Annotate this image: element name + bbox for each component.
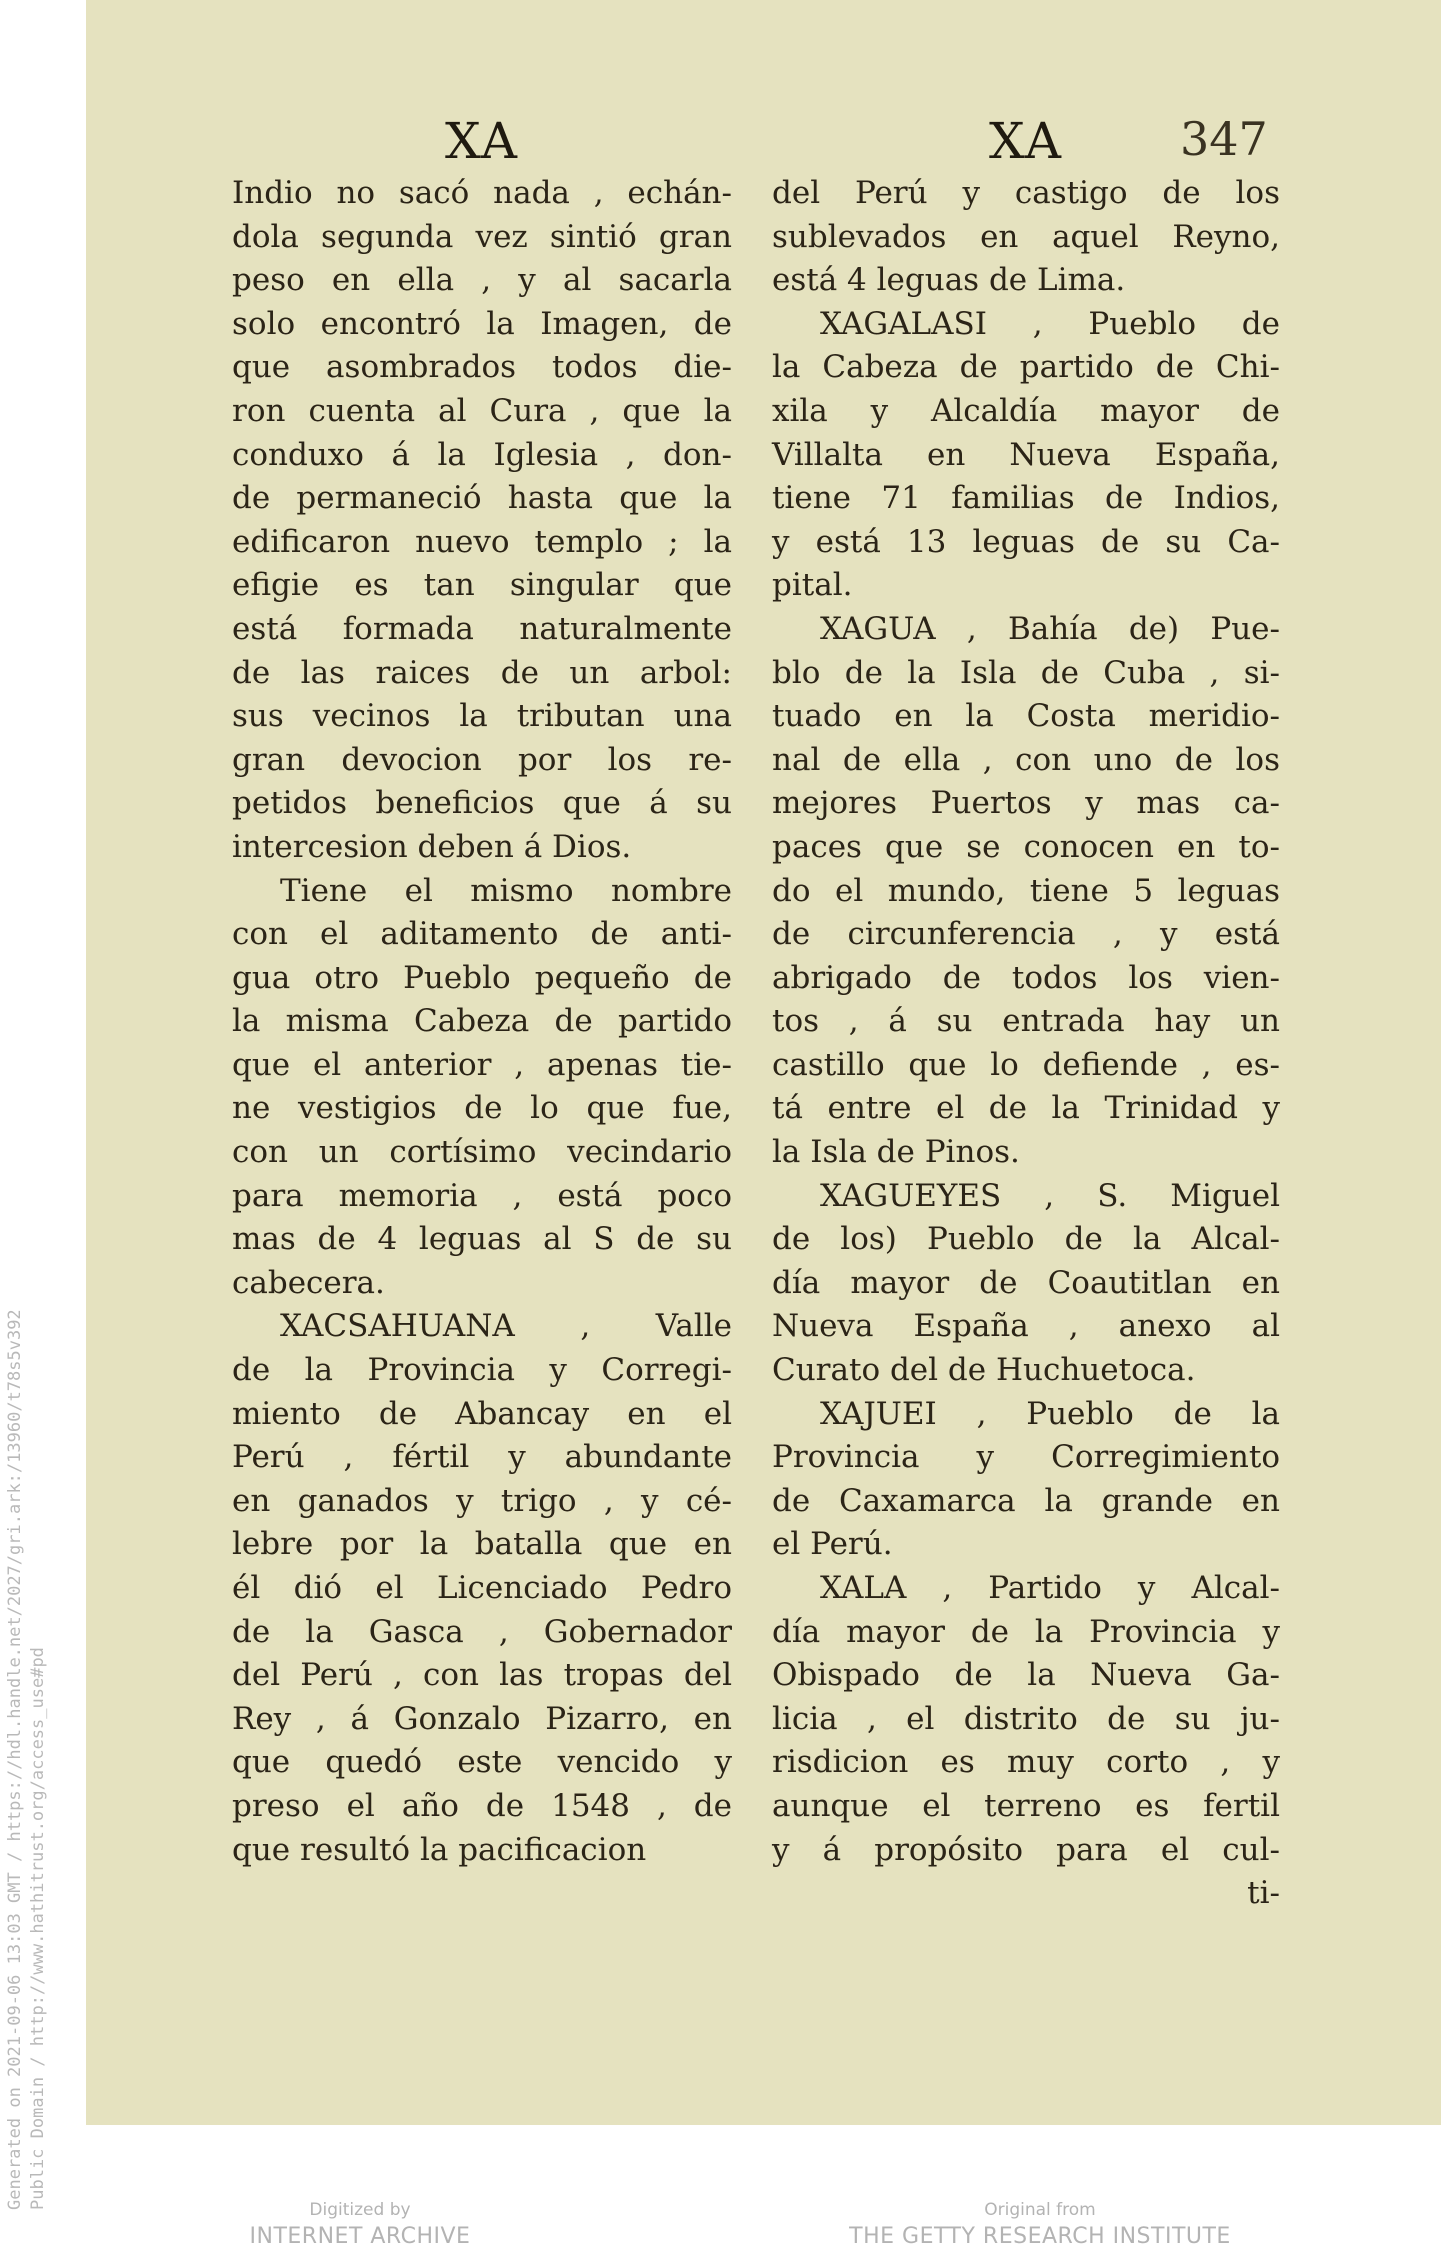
text-line: Provincia y Corregimiento (772, 1439, 1280, 1476)
text-line: mejores Puertos y mas ca- (772, 785, 1280, 822)
text-line: con un cortísimo vecindario (232, 1134, 732, 1171)
text-line: miento de Abancay en el (232, 1395, 732, 1432)
text-line: tos , á su entrada hay un (772, 1003, 1280, 1040)
text-line: y está 13 leguas de su Ca- (772, 523, 1280, 560)
text-line: XAGALASI , Pueblo de (820, 305, 1280, 342)
text-line: Rey , á Gonzalo Pizarro, en (232, 1700, 732, 1737)
text-line: la Isla de Pinos. (772, 1134, 1020, 1171)
text-line: del Perú y castigo de los (772, 175, 1280, 211)
text-line: gua otro Pueblo pequeño de (232, 959, 732, 996)
footer-digitized-by (200, 2200, 520, 2249)
text-line: está 4 leguas de Lima. (772, 262, 1126, 299)
text-line: y á propósito para el cul- (772, 1831, 1280, 1868)
text-line: abrigado de todos los vien- (772, 959, 1280, 996)
text-line: gran devocion por los re- (232, 741, 732, 778)
text-line: Perú , fértil y abundante (232, 1439, 732, 1476)
text-line: solo encontró la Imagen, de (232, 305, 732, 342)
text-line: licia , el distrito de su ju- (772, 1700, 1280, 1737)
text-line: Indio no sacó nada , echán- (232, 175, 732, 211)
text-line: Nueva España , anexo al (772, 1308, 1280, 1345)
text-line: XALA , Partido y Alcal- (820, 1570, 1280, 1606)
text-line: del Perú , con las tropas del (232, 1657, 732, 1694)
text-line: de las raices de un arbol: (232, 654, 732, 691)
text-line: xila y Alcaldía mayor de (772, 392, 1280, 429)
text-line: para memoria , está poco (232, 1177, 732, 1214)
text-line: ron cuenta al Cura , que la (232, 392, 732, 429)
footer-internet-archive: INTERNET ARCHIVE (249, 2224, 471, 2249)
left-column-text (232, 172, 732, 1872)
text-line: está formada naturalmente (232, 610, 732, 647)
text-line: peso en ella , y al sacarla (232, 262, 732, 299)
text-line: que resultó la pacificacion (232, 1831, 647, 1868)
text-line: ti- (1247, 1875, 1280, 1912)
text-line: sublevados en aquel Reyno, (772, 218, 1280, 255)
text-line: intercesion deben á Dios. (232, 828, 632, 865)
text-line: día mayor de Coautitlan en (772, 1264, 1280, 1301)
text-line: Tiene el mismo nombre (280, 872, 732, 909)
text-line: lebre por la batalla que en (232, 1526, 732, 1563)
text-line: de circunferencia , y está (772, 916, 1280, 953)
text-line: con el aditamento de anti- (232, 916, 732, 953)
text-line: la Cabeza de partido de Chi- (772, 349, 1280, 386)
text-line: día mayor de la Provincia y (772, 1613, 1280, 1650)
text-line: XAGUA , Bahía de) Pue- (820, 610, 1280, 647)
text-line: él dió el Licenciado Pedro (232, 1570, 732, 1606)
text-line: dola segunda vez sintió gran (232, 218, 732, 255)
text-line: que asombrados todos die- (232, 349, 732, 386)
text-line: conduxo á la Iglesia , don- (232, 436, 732, 473)
text-line: edificaron nuevo templo ; la (232, 523, 732, 560)
text-line: castillo que lo defiende , es- (772, 1046, 1280, 1083)
text-line: XAGUEYES , S. Miguel (820, 1177, 1280, 1214)
text-line: preso el año de 1548 , de (232, 1787, 732, 1824)
text-line: tá entre el de la Trinidad y (772, 1090, 1280, 1127)
text-line: efigie es tan singular que (232, 567, 732, 604)
text-line: la misma Cabeza de partido (232, 1003, 732, 1040)
text-line: tiene 71 familias de Indios, (772, 480, 1280, 517)
text-line: Obispado de la Nueva Ga- (772, 1657, 1280, 1694)
right-column-text (772, 172, 1280, 1916)
text-line: do el mundo, tiene 5 leguas (772, 872, 1280, 909)
text-line: que quedó este vencido y (232, 1744, 732, 1781)
hathitrust-side-stamp (4, 1309, 50, 2210)
right-running-head: XA (989, 112, 1063, 170)
text-line: blo de la Isla de Cuba , si- (772, 654, 1280, 691)
text-line: de la Gasca , Gobernador (232, 1613, 732, 1650)
text-line: Curato del de Huchuetoca. (772, 1352, 1196, 1389)
footer-digitized-label: Digitized by (309, 2200, 411, 2220)
text-line: de la Provincia y Corregi- (232, 1352, 732, 1389)
text-line: de permaneció hasta que la (232, 480, 732, 517)
text-line: risdicion es muy corto , y (772, 1744, 1280, 1781)
stamp-line-rights: Public Domain / http://www.hathitrust.org/access_use#pd (28, 1647, 48, 2210)
text-line: nal de ella , con uno de los (772, 741, 1280, 778)
footer-getty: THE GETTY RESEARCH INSTITUTE (849, 2224, 1231, 2249)
text-line: paces que se conocen en to- (772, 828, 1280, 865)
text-line: que el anterior , apenas tie- (232, 1046, 732, 1083)
left-running-head: XA (445, 112, 519, 170)
text-line: petidos beneficios que á su (232, 785, 732, 822)
footer-original-label: Original from (984, 2200, 1096, 2220)
text-line: XAJUEI , Pueblo de la (820, 1395, 1280, 1432)
text-line: ne vestigios de lo que fue, (232, 1090, 732, 1127)
text-line: pital. (772, 567, 853, 604)
text-line: sus vecinos la tributan una (232, 698, 732, 735)
text-line: en ganados y trigo , y cé- (232, 1482, 732, 1519)
text-line: cabecera. (232, 1264, 385, 1301)
text-line: tuado en la Costa meridio- (772, 698, 1280, 735)
text-line: mas de 4 leguas al S de su (232, 1221, 732, 1258)
text-line: de los) Pueblo de la Alcal- (772, 1221, 1280, 1258)
text-line: aunque el terreno es fertil (772, 1787, 1280, 1824)
stamp-line-generated: Generated on 2021-09-06 13:03 GMT / https://hdl.handle.net/2027/gri.ark:/13960/t78s5v392 (5, 1309, 25, 2210)
text-line: el Perú. (772, 1526, 893, 1563)
text-line: Villalta en Nueva España, (772, 436, 1280, 473)
page-number: 347 (1180, 112, 1268, 166)
text-line: XACSAHUANA , Valle (280, 1308, 732, 1345)
footer-original-from (830, 2200, 1250, 2249)
text-line: de Caxamarca la grande en (772, 1482, 1280, 1519)
